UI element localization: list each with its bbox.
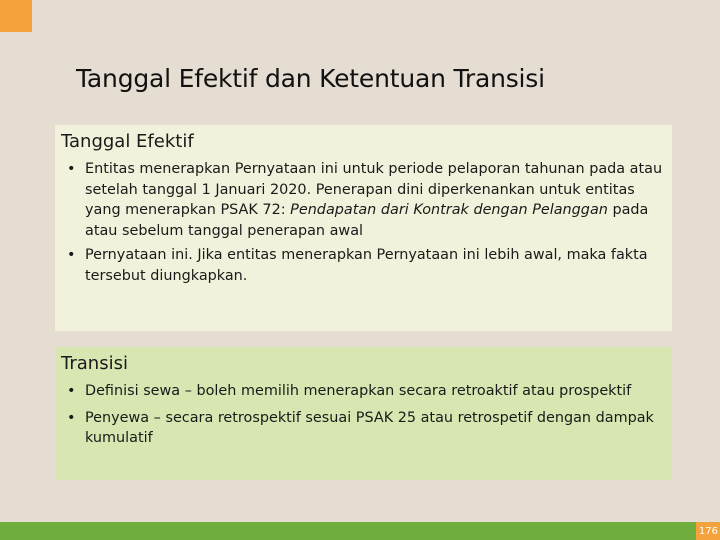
- effective-date-heading: Tanggal Efektif: [61, 131, 194, 152]
- bullet-text-part: Entitas menerapkan Pernyataan ini untuk periode pelaporan tahunan pada atau setelah tanggal 1 Januari 2020. Penerapan dini diperkenankan untuk entitas yang menerapkan PSAK 72:: [85, 161, 663, 218]
- list-item: [61, 159, 664, 241]
- bullet-icon: •: [67, 409, 76, 426]
- list-item: [61, 381, 664, 402]
- standard-title-italic: Pendapatan dari Kontrak dengan Pelanggan: [290, 202, 608, 218]
- footer-bar: [0, 522, 720, 540]
- bullet-icon: •: [67, 161, 76, 177]
- accent-square: [0, 0, 32, 32]
- effective-date-list: [61, 159, 664, 286]
- list-item: [61, 408, 664, 449]
- bullet-icon: •: [67, 247, 76, 263]
- bullet-icon: •: [67, 383, 76, 399]
- transition-box: [55, 347, 672, 480]
- bullet-text-part: pada atau sebelum tanggal penerapan awal: [85, 202, 649, 239]
- list-item: [61, 245, 664, 286]
- transition-heading: Transisi: [61, 353, 128, 374]
- transition-list: [61, 381, 664, 449]
- effective-date-box: [55, 125, 672, 331]
- bullet-text: Penyewa – secara retrospektif sesuai PSAK 25 atau retrospetif dengan dampak kumulatif: [85, 409, 654, 446]
- bullet-text: Pernyataan ini. Jika entitas menerapkan Pernyataan ini lebih awal, maka fakta tersebut diungkapkan.: [85, 247, 648, 284]
- bullet-text: Definisi sewa – boleh memilih menerapkan secara retroaktif atau prospektif: [85, 383, 632, 399]
- slide-title: Tanggal Efektif dan Ketentuan Transisi: [76, 64, 545, 93]
- page-number: 176: [696, 522, 720, 540]
